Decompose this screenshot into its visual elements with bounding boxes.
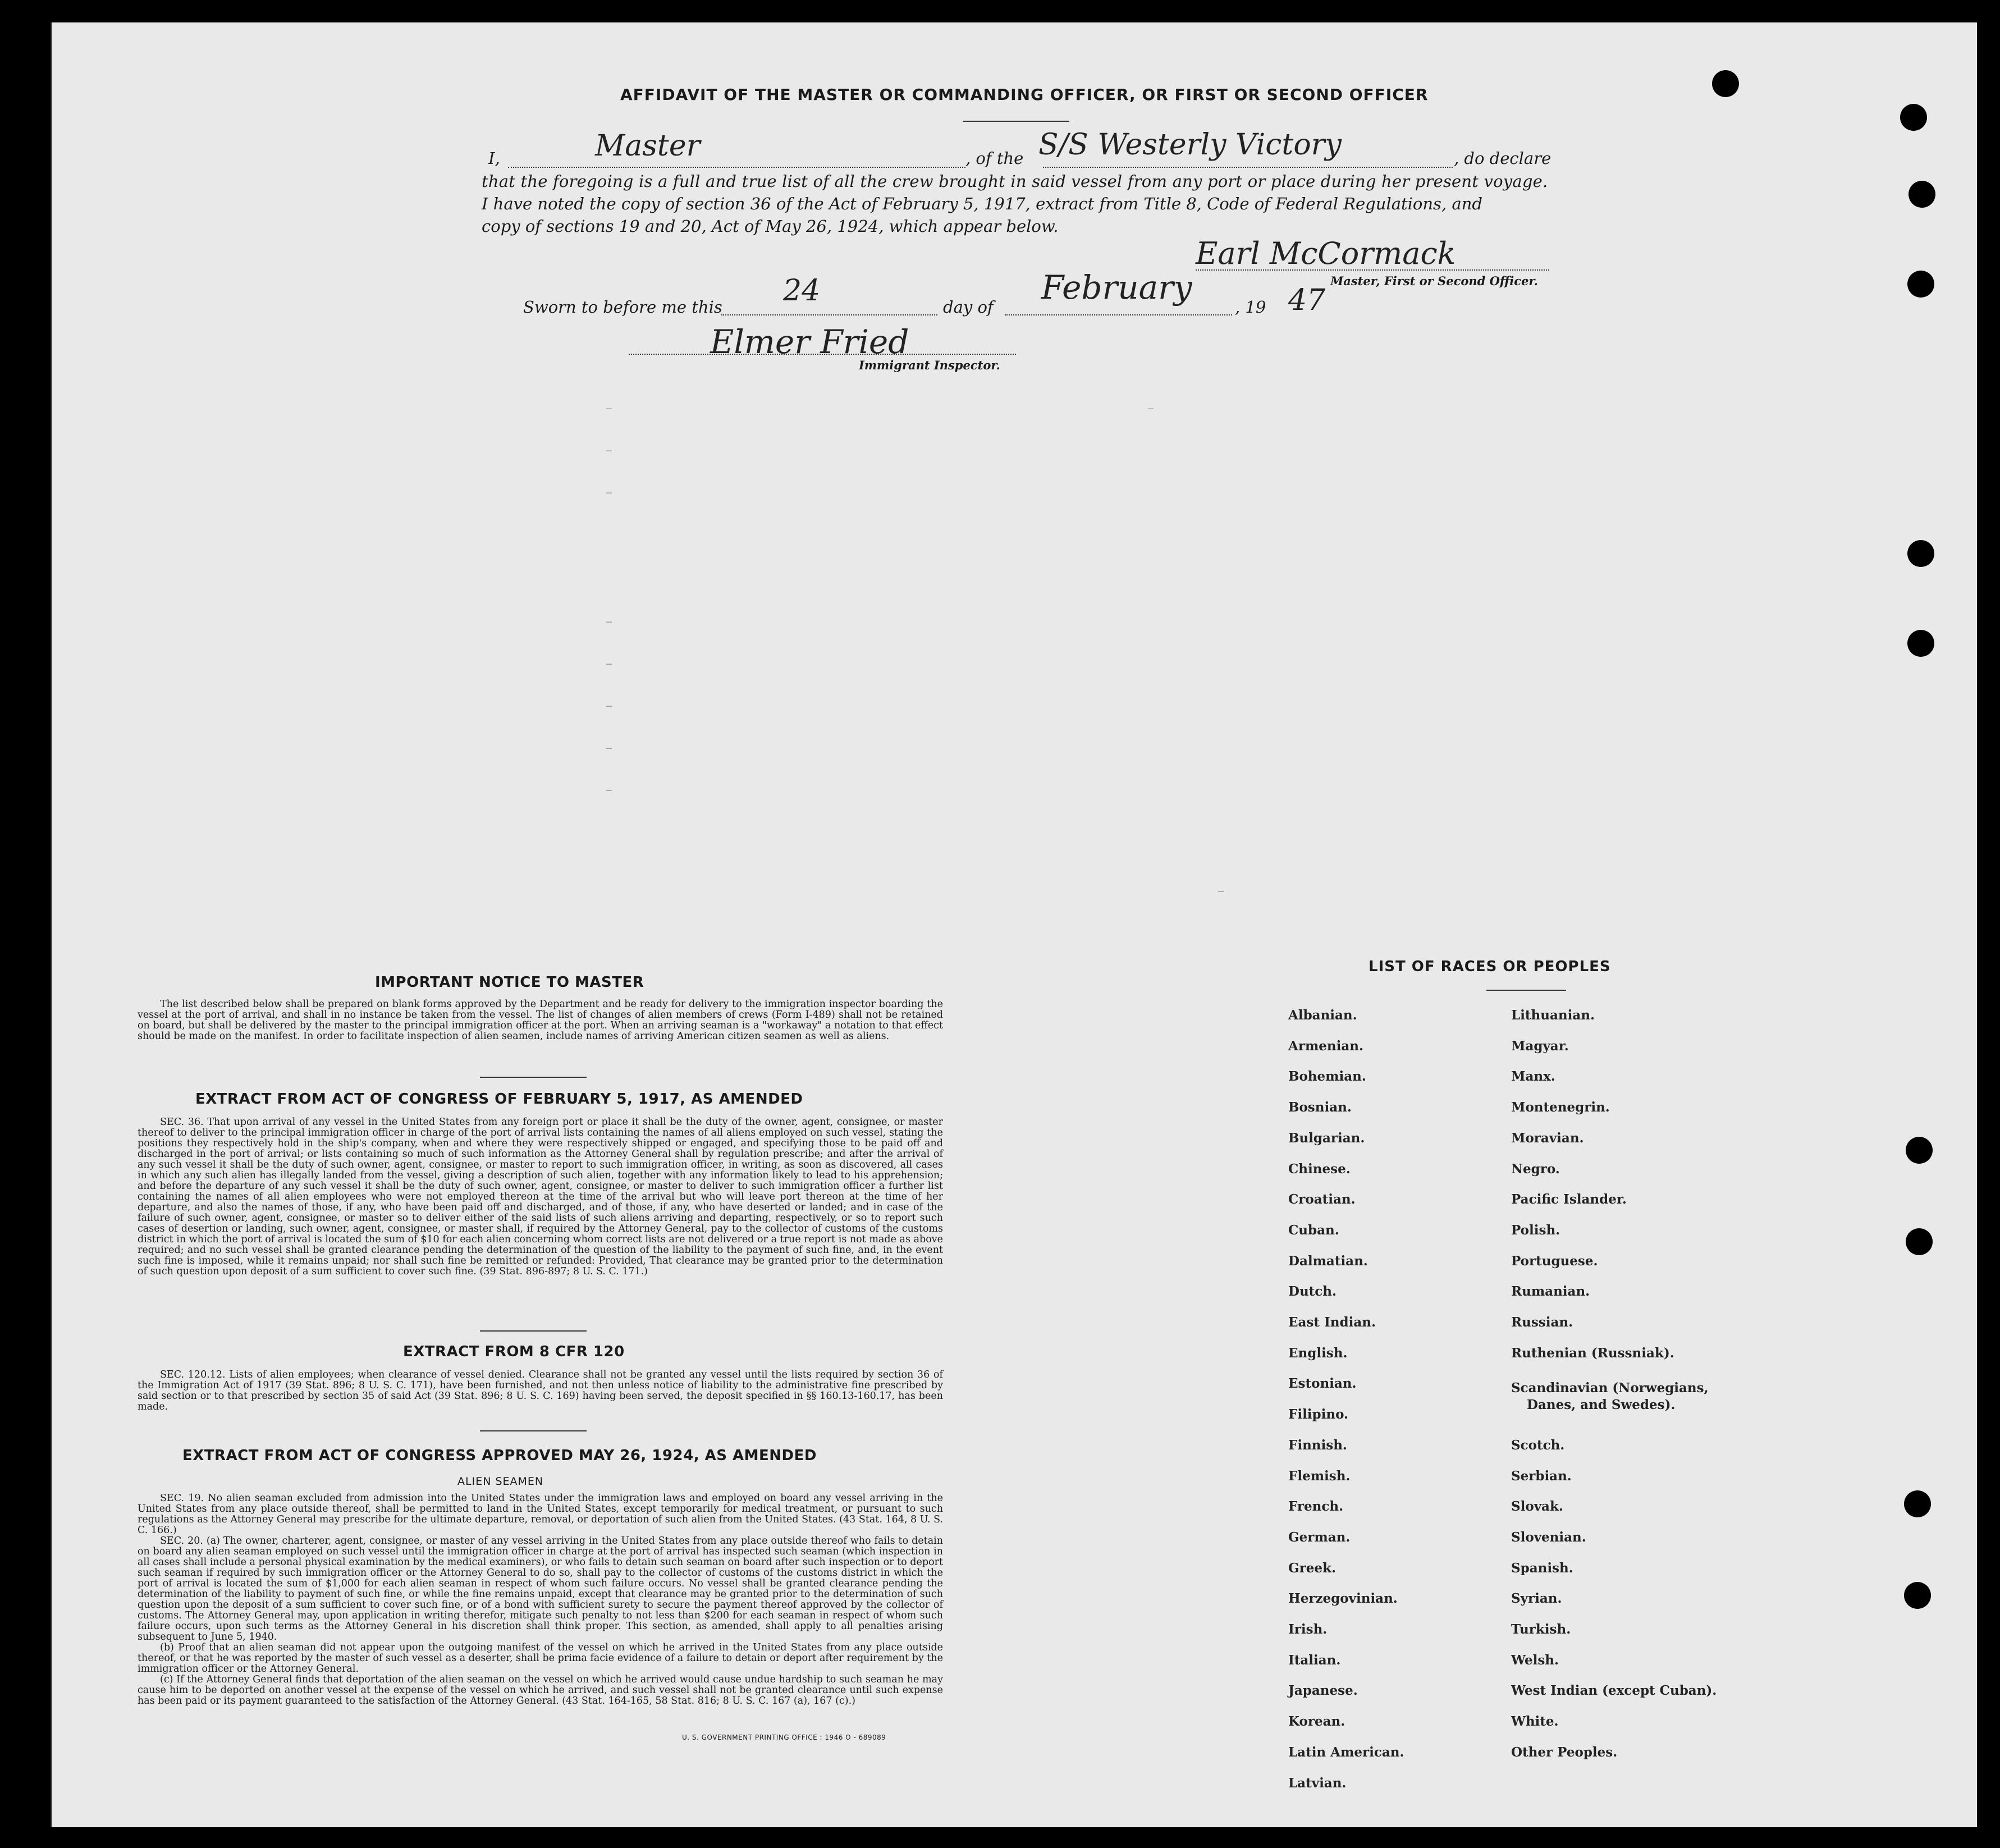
punch-hole [1712,70,1739,97]
day-blank [721,314,937,315]
mark: _ [606,609,612,623]
extract1-body [138,1117,943,1277]
race-item: Polish. [1511,1222,1560,1238]
race-item: Finnish. [1288,1437,1347,1453]
name-blank [508,167,965,168]
notice-body [138,999,943,1042]
inspector-caption: Immigrant Inspector. [859,358,1000,372]
race-item: Dalmatian. [1288,1253,1368,1269]
sworn-text: Sworn to before me this [523,298,722,317]
race-item: Italian. [1288,1652,1341,1668]
master-caption: Master, First or Second Officer. [1330,274,1538,288]
race-item: Albanian. [1288,1008,1357,1023]
race-item: Bohemian. [1288,1069,1366,1085]
race-item: Turkish. [1511,1622,1571,1637]
race-item: Negro. [1511,1161,1560,1177]
punch-hole [1909,181,1935,208]
race-item: Dutch. [1288,1284,1337,1300]
divider [480,1077,587,1078]
punch-hole [1907,540,1934,567]
notice-title: IMPORTANT NOTICE TO MASTER [375,974,644,991]
sworn-day-handwritten: 24 [783,274,821,308]
race-item: Rumanian. [1511,1284,1590,1300]
races-title: LIST OF RACES OR PEOPLES [1369,958,1611,975]
race-item: Japanese. [1288,1683,1358,1699]
extract3-body [138,1493,943,1707]
race-item: Bosnian. [1288,1100,1352,1115]
race-item: East Indian. [1288,1315,1376,1330]
notice-text: The list described below shall be prepared on blank forms approved by the Department and be ready for delivery to the immigration inspector boarding the vessel at the port of arrival, and shall in no instance be taken from the vessel. The list of changes of alien members of crews (Form I-489) shall not be retained on board, but shall be delivered by the master to the principal immigration officer at the port. When an arriving seaman is a "workaway" a notation to that effect should be made on the manifest. In order to facilitate inspection of alien seamen, include names of arriving American citizen seamen as well as aliens. [138,999,943,1042]
extract1-title: EXTRACT FROM ACT OF CONGRESS OF FEBRUARY 5, 1917, AS AMENDED [195,1091,803,1108]
race-item: Slovak. [1511,1499,1563,1515]
race-item: Croatian. [1288,1192,1356,1207]
vessel-name-handwritten: S/S Westerly Victory [1038,128,1342,162]
race-item: Serbian. [1511,1468,1572,1484]
signature-blank [1196,269,1549,271]
race-item: White. [1511,1714,1559,1730]
race-item: Russian. [1511,1315,1573,1330]
punch-hole [1900,104,1927,131]
race-item: Korean. [1288,1714,1345,1730]
race-item: German. [1288,1529,1351,1545]
printer-line: U. S. GOVERNMENT PRINTING OFFICE : 1946 O - 689089 [682,1733,886,1741]
mark: _ [606,651,612,665]
race-item: Latvian. [1288,1775,1347,1791]
divider [480,1330,587,1332]
extract1-text: SEC. 36. That upon arrival of any vessel in the United States from any foreign port or place it shall be the duty of the owner, agent, consignee, or master thereof to deliver to the principal immigration officer in charge of the port of arrival lists containing the names of all aliens employed on such vessel, stating the positions they respectively hold in the ship's company, when and where they were respectively shipped or engaged, and specifying those to be paid off and discharged in the port of arrival; or lists containing so much of such information as the Attorney General shall by regulation prescribe; and after the arrival of any such vessel it shall be the duty of such owner, agent, consignee, or master to report to such immigration officer, in writing, as soon as discovered, all cases in which any such alien has illegally landed from the vessel, giving a description of such alien, together with any information likely to lead to his apprehension; and before the departure of any such vessel it shall be the duty of such owner, agent, consignee, or master to deliver to such immigration officer a further list containing the names of all alien employees who were not employed thereon at the time of the arrival but who will leave port thereon at the time of her departure, and also the names of those, if any, who have been paid off and discharged, and of those, if any, who have deserted or landed; and in case of the failure of such owner, agent, consignee, or master so to deliver either of the said lists of such aliens arriving and departing, respectively, or so to report such cases of desertion or landing, such owner, agent, consignee, or master shall, if required by the Attorney General, pay to the collector of customs of the customs district in which the port of arrival is located the sum of $10 for each alien concerning whom correct lists are not delivered or a true report is not made as above required; and no such vessel shall be granted clearance pending the determination of the question of the liability to the payment of such fine, and, in the event such fine is imposed, while it remains unpaid; nor shall such fine be remitted or refunded: Provided, That clearance may be granted prior to the determination of such question upon deposit of a sum sufficient to cover such fine. (39 Stat. 896-897; 8 U. S. C. 171.) [138,1117,943,1277]
inspector-signature: Elmer Fried [710,323,909,361]
extract3-title: EXTRACT FROM ACT OF CONGRESS APPROVED MAY 26, 1924, AS AMENDED [182,1447,817,1464]
race-item: Filipino. [1288,1407,1349,1422]
race-item: Lithuanian. [1511,1008,1595,1023]
race-item: Latin American. [1288,1744,1404,1760]
race-item: Syrian. [1511,1591,1562,1607]
mark: _ [1148,396,1154,409]
race-item: Magyar. [1511,1038,1569,1054]
extract2-text: SEC. 120.12. Lists of alien employees; when clearance of vessel denied. Clearance shall not be granted any vessel until the lists required by section 36 of the Immigration Act of 1917 (39 Stat. 896; 8 U. S. C. 171), have been furnished, and not then unless notice of liability to the administrative fine prescribed by said section or to that prescribed by section 35 of said Act (39 Stat. 896; 8 U. S. C. 169) having been served, the deposit specified in §§ 160.13-160.17, has been made. [138,1369,943,1412]
race-item: Portuguese. [1511,1253,1598,1269]
master-name-handwritten: Master [595,129,701,163]
affidavit-of-the: , of the [965,149,1024,168]
mark: _ [1218,879,1224,892]
punch-hole [1904,1490,1931,1517]
race-item: Montenegrin. [1511,1100,1610,1115]
divider [480,1430,587,1431]
race-item: Slovenian. [1511,1529,1586,1545]
race-item: Bulgarian. [1288,1130,1365,1146]
race-item: Other Peoples. [1511,1744,1618,1760]
race-item: Flemish. [1288,1468,1351,1484]
inspector-blank [629,354,1016,355]
punch-hole [1906,1137,1933,1164]
extract3-para4: (c) If the Attorney General finds that deportation of the alien seaman on the vessel on which he arrived would cause undue hardship to such seaman he may cause him to be deported on another vessel at the expense of the vessel on which he arrived, and such vessel shall not be granted clearance until such expense has been paid or its payment guaranteed to the satisfaction of the Attorney General. (43 Stat. 164-165, 58 Stat. 816; 8 U. S. C. 167 (a), 167 (c).) [138,1674,943,1707]
punch-hole [1904,1582,1931,1609]
race-item: Scandinavian (Norwegians, [1511,1380,1709,1396]
divider [1486,990,1566,991]
race-item: Ruthenian (Russniak). [1511,1345,1674,1361]
extract2-body [138,1370,943,1412]
divider [963,121,1069,122]
race-item: Cuban. [1288,1222,1339,1238]
affidavit-line4: copy of sections 19 and 20, Act of May 26, 1924, which appear below. [482,217,1059,236]
extract2-title: EXTRACT FROM 8 CFR 120 [403,1343,625,1360]
race-item: Chinese. [1288,1161,1351,1177]
race-item: French. [1288,1499,1344,1515]
year-suffix-handwritten: 47 [1288,283,1326,317]
race-item: Scotch. [1511,1437,1565,1453]
extract3-para1: SEC. 19. No alien seaman excluded from admission into the United States under the immigration laws and employed on board any vessel arriving in the United States from any place outside thereof, shall be permitted to land in the United States, except temporarily for medical treatment, or pursuant to such regulations as the Attorney General may prescribe for the ultimate departure, removal, or deportation of such alien from the United States. (43 Stat. 164, 8 U. S. C. 166.) [138,1493,943,1536]
race-item: Estonian. [1288,1376,1357,1392]
mark: _ [606,735,612,749]
affidavit-declare: , do declare [1454,149,1552,168]
race-item: Danes, and Swedes). [1527,1397,1676,1413]
punch-hole [1907,630,1934,657]
sworn-month-handwritten: February [1041,268,1192,307]
race-item: Manx. [1511,1069,1555,1085]
mark: _ [606,693,612,707]
mark: _ [606,777,612,791]
affidavit-line3: I have noted the copy of section 36 of the Act of February 5, 1917, extract from Title 8, Code of Federal Regulations, and [482,194,1482,213]
extract3-para2: SEC. 20. (a) The owner, charterer, agent, consignee, or master of any vessel arriving in the United States from any place outside thereof who fails to detain on board any alien seaman employed on such vessel until the immigration officer in charge at the port of arrival has inspected such seaman (which inspection in all cases shall include a personal physical examination by the medical examiners), or who fails to detain such seaman on board after such inspection or to deport such seaman if required by such immigration officer or the Attorney General to do so, shall pay to the collector of customs of the customs district in which the port of arrival is located the sum of $1,000 for each alien seaman in respect of whom such failure occurs. No vessel shall be granted clearance pending the determination of the liability to payment of such fine, or while the fine remains unpaid, except that clearance may be granted prior to the determination of such question upon the deposit of a sum sufficient to cover such fine, or of a bond with sufficient surety to secure the payment thereof approved by the collector of customs. The Attorney General may, upon application in writing therefor, mitigate such penalty to not less than $200 for each seaman in respect of whom such failure occurs, upon such terms as the Attorney General in his discretion shall think proper. This section, as amended, shall apply to all penalties arising subsequent to June 5, 1940. [138,1535,943,1643]
punch-hole [1906,1228,1933,1255]
race-item: Welsh. [1511,1652,1559,1668]
mark: _ [606,480,612,493]
vessel-blank [1043,167,1453,168]
mark: _ [606,438,612,451]
month-blank [1005,314,1232,315]
race-item: Pacific Islander. [1511,1192,1627,1207]
race-item: Herzegovinian. [1288,1591,1398,1607]
master-signature: Earl McCormack [1196,236,1456,271]
affidavit-line2: that the foregoing is a full and true list of all the crew brought in said vessel from any port or place during her present voyage. [482,172,1548,191]
extract3-para3: (b) Proof that an alien seaman did not appear upon the outgoing manifest of the vessel on which he arrived in the United States from any place outside thereof, or that he was reported by the master of such vessel as a deserter, shall be prima facie evidence of a failure to detain or deport after requirement by the immigration officer or the Attorney General. [138,1642,943,1675]
extract3-subtitle: ALIEN SEAMEN [457,1475,544,1488]
race-item: Irish. [1288,1622,1328,1637]
race-item: Moravian. [1511,1130,1584,1146]
day-of: day of [943,298,994,317]
punch-hole [1907,271,1934,298]
race-item: English. [1288,1345,1348,1361]
year-prefix: , 19 [1235,298,1266,317]
mark: _ [606,396,612,409]
race-item: Armenian. [1288,1038,1364,1054]
race-item: Spanish. [1511,1560,1573,1576]
race-item: West Indian (except Cuban). [1511,1683,1717,1699]
affidavit-title: AFFIDAVIT OF THE MASTER OR COMMANDING OFFICER, OR FIRST OR SECOND OFFICER [620,85,1429,104]
race-item: Greek. [1288,1560,1336,1576]
affidavit-i: I, [488,149,500,168]
